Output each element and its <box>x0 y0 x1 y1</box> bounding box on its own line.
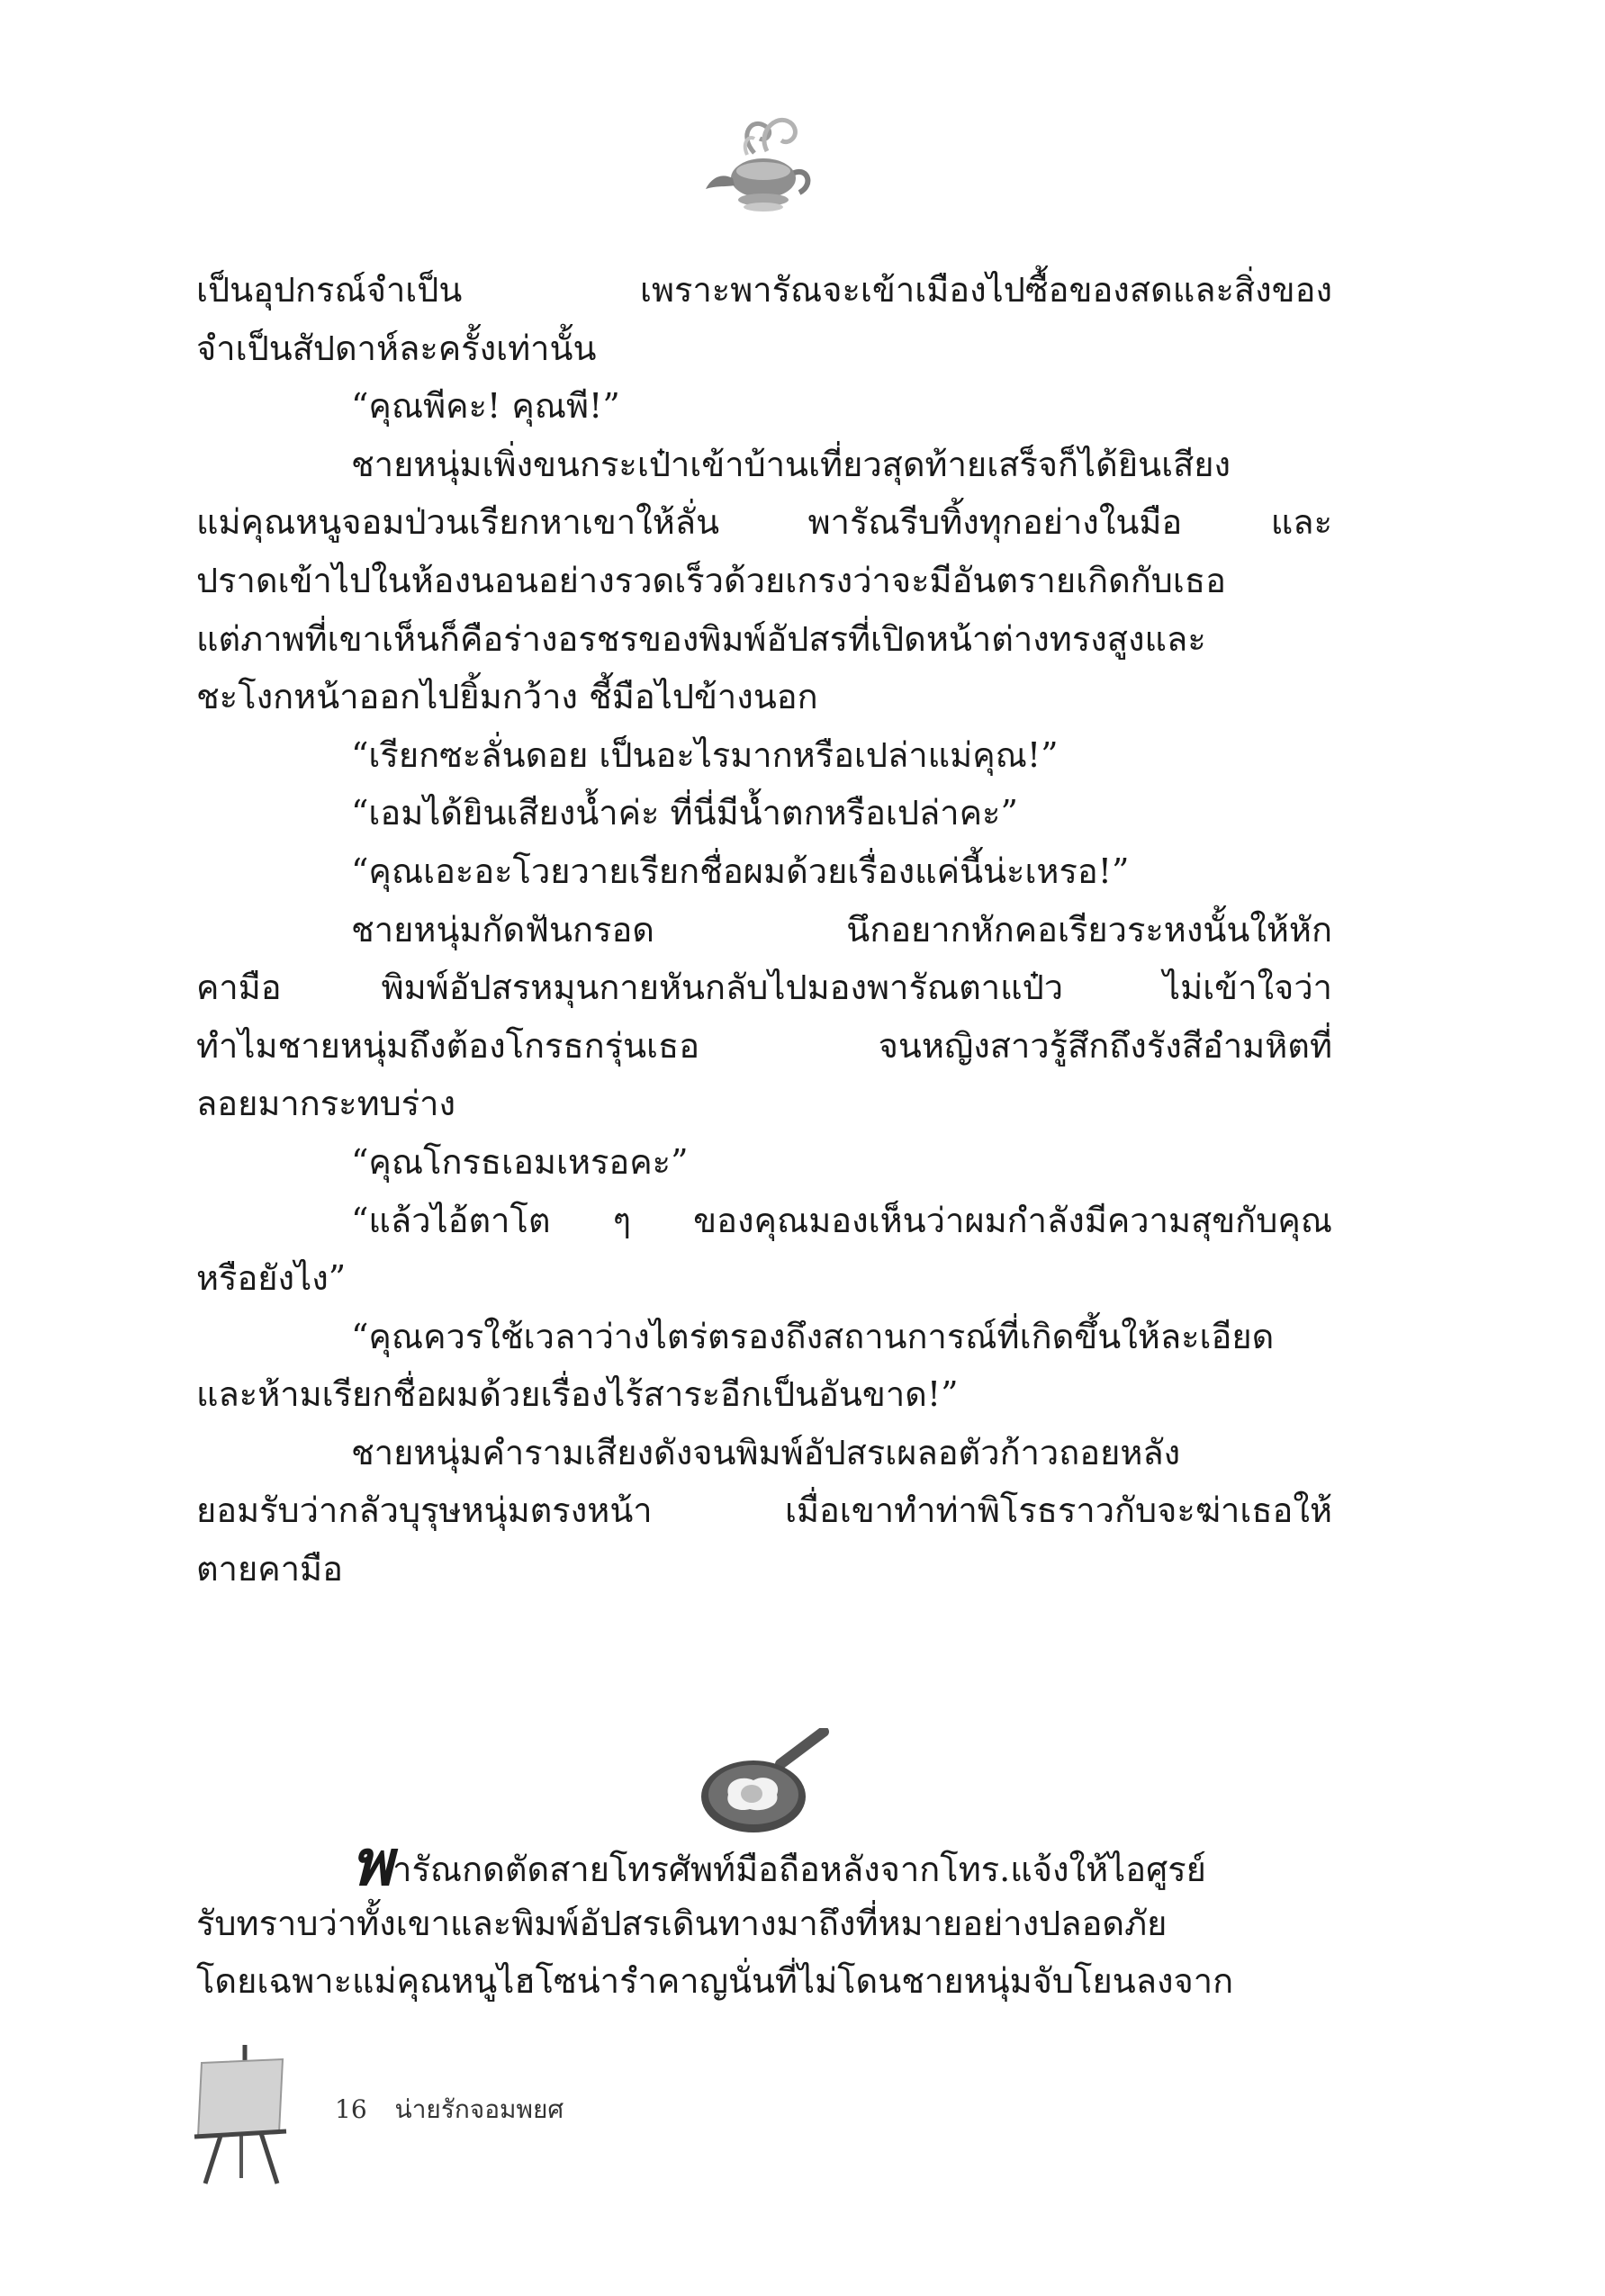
paragraph-line: เป็นอุปกรณ์จำเป็น เพราะพารัณจะเข้าเมืองไปซื้อของสดและสิ่งของ <box>196 270 1332 310</box>
paragraph-line: “คุณพีคะ! คุณพี!” <box>351 386 620 427</box>
paragraph-line: ลอยมากระทบร่าง <box>196 1084 456 1124</box>
paragraph-line: ชายหนุ่มคำรามเสียงดังจนพิมพ์อัปสรเผลอตัวก้าวถอยหลัง <box>351 1432 1181 1472</box>
first-line-with-dropcap <box>196 1836 1332 1895</box>
paragraph-line: “เรียกซะลั่นดอย เป็นอะไรมากหรือเปล่าแม่คุณ!” <box>351 734 1059 775</box>
book-title: น่ายรักจอมพยศ <box>394 2094 564 2124</box>
frying-pan-egg-icon <box>698 1728 842 1836</box>
paragraph-line: หรือยังไง” <box>196 1258 347 1299</box>
teapot-icon <box>702 99 819 225</box>
paragraph-line: รับทราบว่าทั้งเขาและพิมพ์อัปสรเดินทางมาถึงที่หมายอย่างปลอดภัย <box>196 1903 1168 1943</box>
paragraph-line: “คุณโกรธเอมเหรอคะ” <box>351 1141 689 1182</box>
drop-cap: พ <box>351 1836 393 1895</box>
paragraph-line: “แล้วไอ้ตาโต ๆ ของคุณมองเห็นว่าผมกำลังมีความสุขกับคุณ <box>351 1200 1332 1240</box>
paragraph-line: คามือ พิมพ์อัปสรหมุนกายหันกลับไปมองพารัณตาแป๋ว ไม่เข้าใจว่า <box>196 968 1332 1008</box>
paragraph-line: ชายหนุ่มเพิ่งขนกระเป๋าเข้าบ้านเที่ยวสุดท้ายเสร็จก็ได้ยินเสียง <box>351 444 1231 484</box>
paragraph-line: “เอมได้ยินเสียงน้ำค่ะ ที่นี่มีน้ำตกหรือเปล่าคะ” <box>351 793 1018 833</box>
paragraph-line: จำเป็นสัปดาห์ละครั้งเท่านั้น <box>196 328 597 368</box>
section-two-text <box>196 1836 1332 2011</box>
easel-icon <box>189 2043 288 2187</box>
paragraph-line: ปราดเข้าไปในห้องนอนอย่างรวดเร็วด้วยเกรงว่าจะมีอันตรายเกิดกับเธอ <box>196 560 1226 600</box>
paragraph-line: แต่ภาพที่เขาเห็นก็คือร่างอรชรของพิมพ์อัปสรที่เปิดหน้าต่างทรงสูงและ <box>196 618 1206 659</box>
paragraph-line: ชายหนุ่มกัดฟันกรอด นึกอยากหักคอเรียวระหงนั้นให้หัก <box>351 909 1332 950</box>
paragraph-line: โดยเฉพาะแม่คุณหนูไฮโซน่ารำคาญนั่นที่ไม่โดนชายหนุ่มจับโยนลงจาก <box>196 1961 1234 2002</box>
first-line-text: ารัณกดตัดสายโทรศัพท์มือถือหลังจากโทร.แจ้งให้ไอศูรย์ <box>392 1850 1206 1889</box>
paragraph-line: ชะโงกหน้าออกไปยิ้มกว้าง ชี้มือไปข้างนอก <box>196 677 818 717</box>
paragraph-line: ตายคามือ <box>196 1549 343 1589</box>
paragraph-line: “คุณเอะอะโวยวายเรียกชื่อผมด้วยเรื่องแค่นี้น่ะเหรอ!” <box>351 851 1130 891</box>
paragraph-line: ยอมรับว่ากลัวบุรุษหนุ่มตรงหน้า เมื่อเขาทำท่าพิโรธราวกับจะฆ่าเธอให้ <box>196 1490 1332 1531</box>
page-footer <box>335 2090 564 2129</box>
paragraph-line: ทำไมชายหนุ่มถึงต้องโกรธกรุ่นเธอ จนหญิงสาวรู้สึกถึงรังสีอำมหิตที่ <box>196 1025 1332 1066</box>
body-text <box>196 261 1332 1598</box>
paragraph-line: “คุณควรใช้เวลาว่างไตร่ตรองถึงสถานการณ์ที่เกิดขึ้นให้ละเอียด <box>351 1316 1275 1356</box>
page-number: 16 <box>335 2094 367 2124</box>
paragraph-line: แม่คุณหนูจอมป่วนเรียกหาเขาให้ลั่น พารัณรีบทิ้งทุกอย่างในมือ และ <box>196 502 1332 543</box>
paragraph-line: และห้ามเรียกชื่อผมด้วยเรื่องไร้สาระอีกเป็นอันขาด!” <box>196 1374 959 1415</box>
